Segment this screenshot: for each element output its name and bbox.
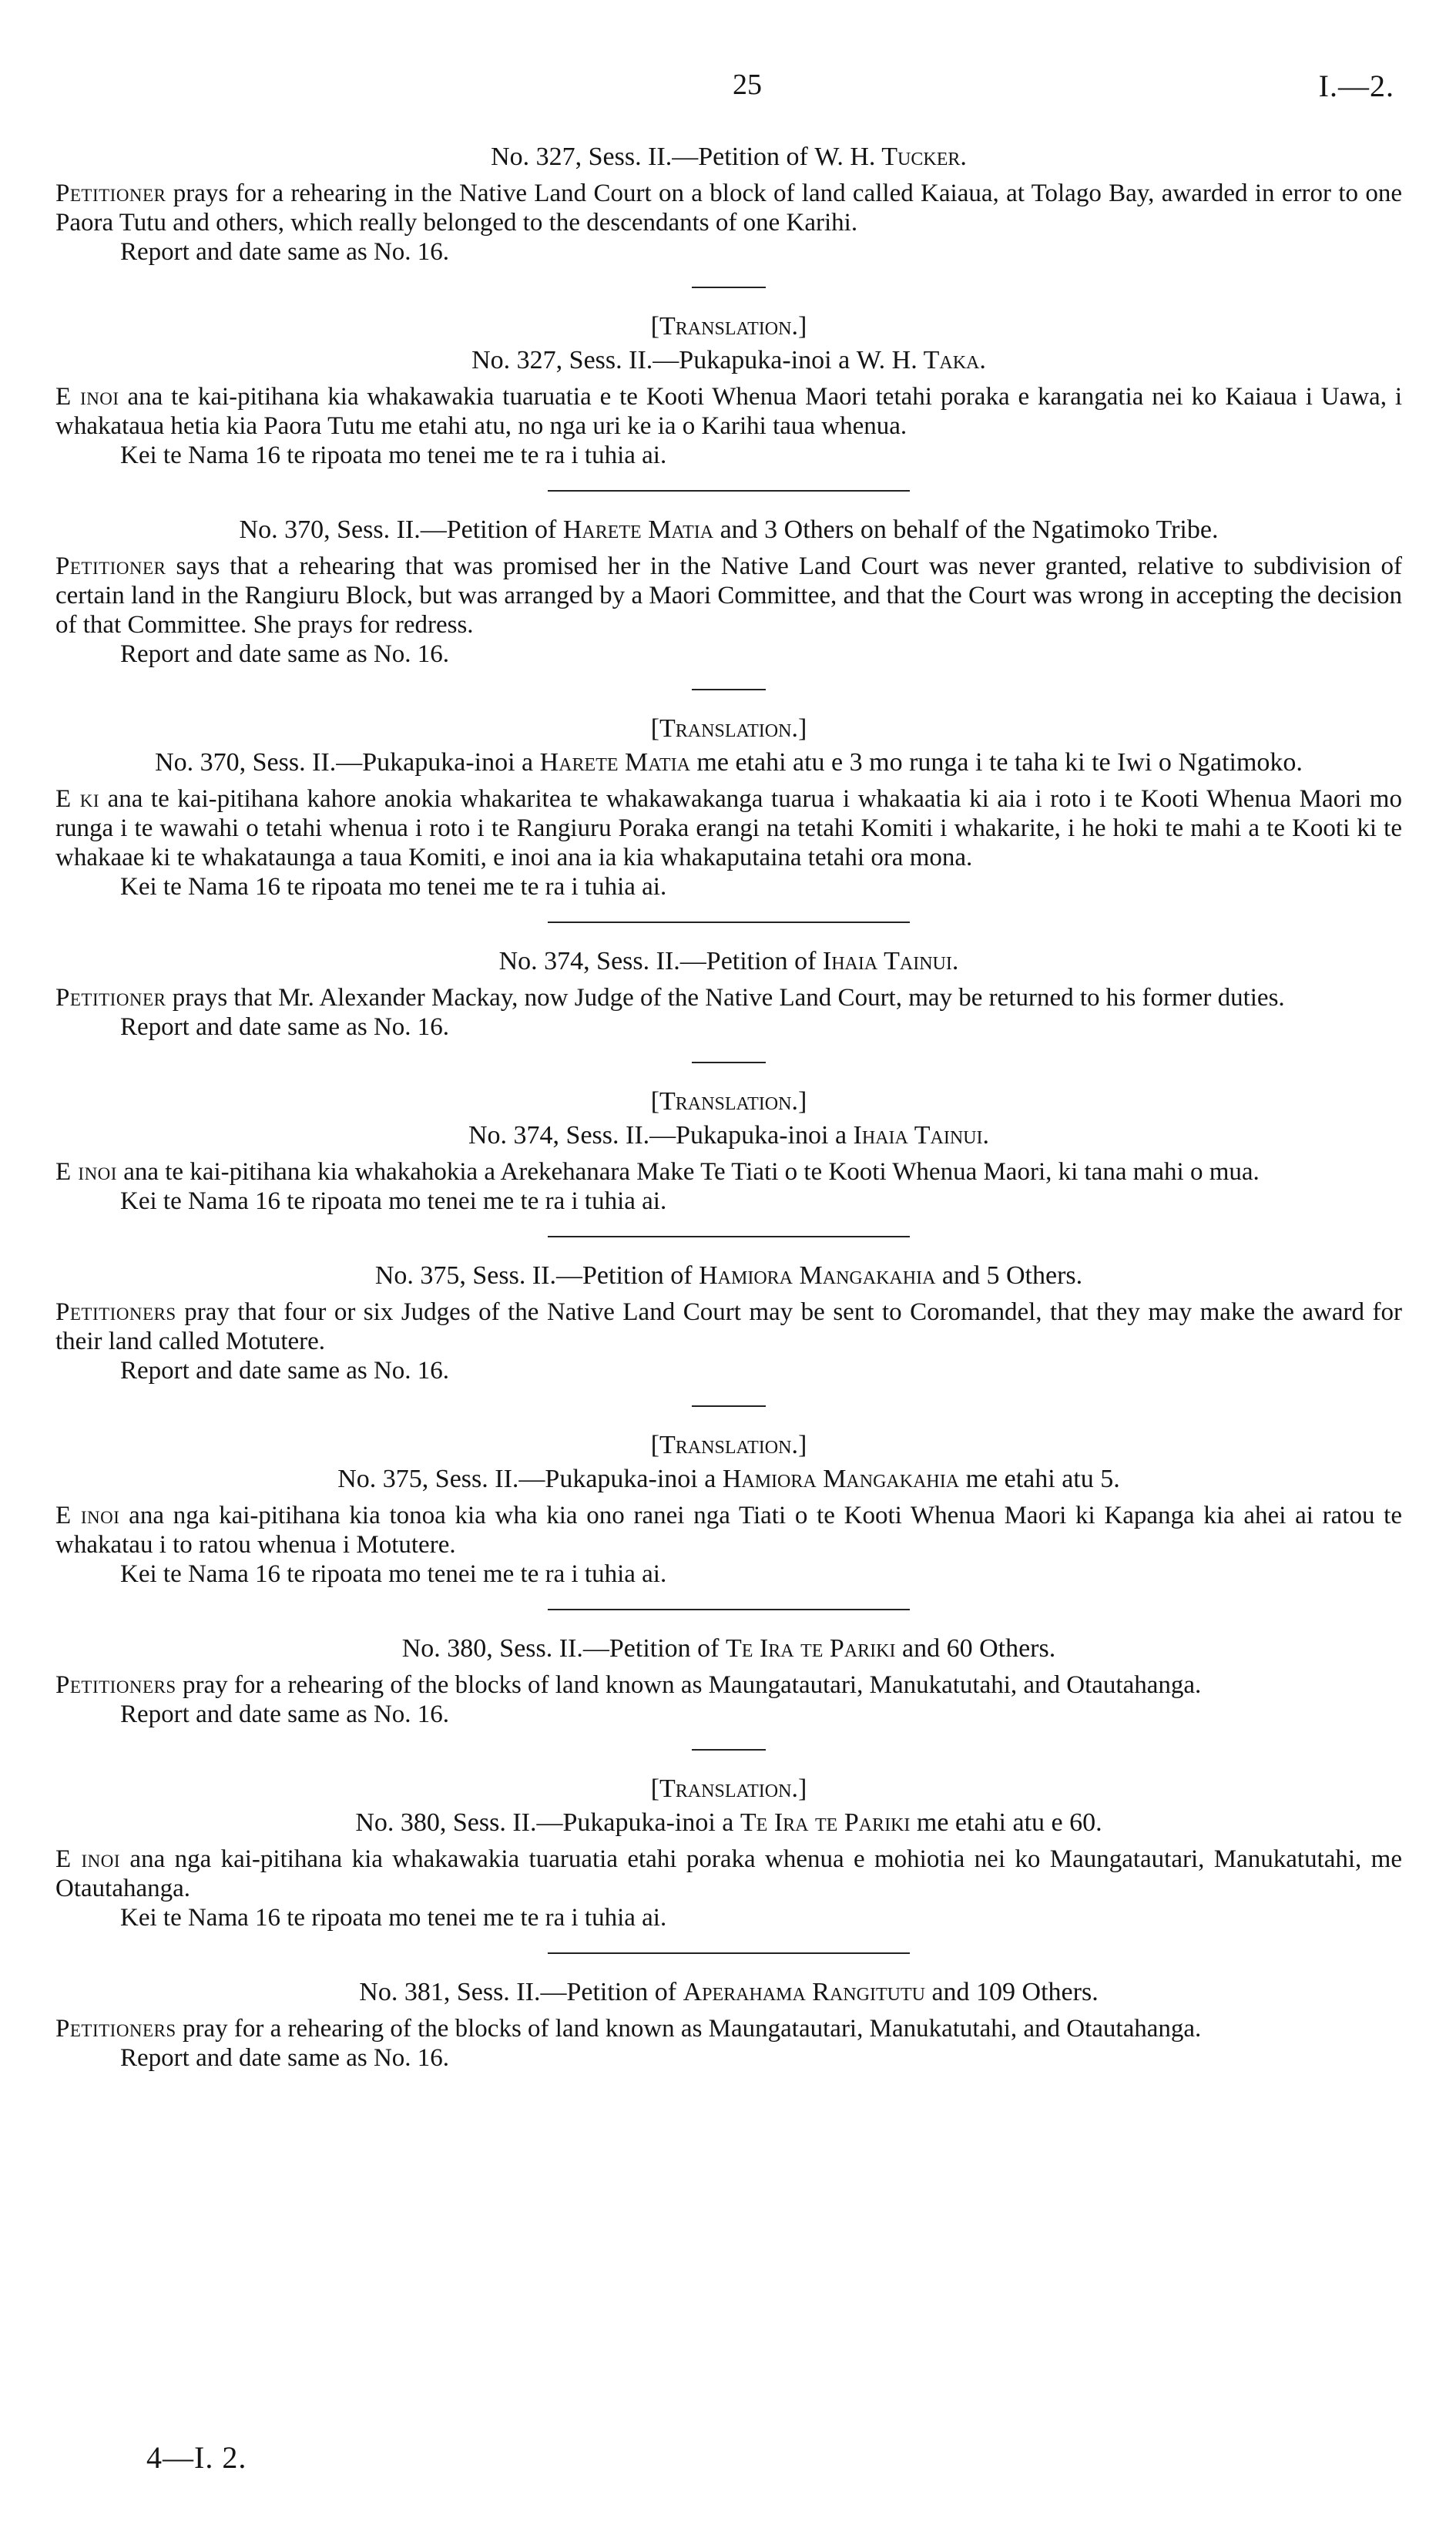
petition-heading: [55, 1120, 1402, 1151]
petitioner-name: Aperahama Rangitutu: [683, 1978, 925, 2006]
petition-lead: Petitioners: [55, 1298, 176, 1326]
petition-body: [55, 179, 1402, 237]
petition-text: prays that Mr. Alexander Mackay, now Judge of the Native Land Court, may be returned to his former duties.: [166, 984, 1285, 1012]
petition-text: ana te kai-pitihana kia whakahokia a Arekehanara Make Te Tiati o te Kooti Whenua Maori, ki tana mahi o mua.: [116, 1158, 1260, 1186]
petition-text: pray for a rehearing of the blocks of land known as Maungatautari, Manukatutahi, and Otautahanga.: [176, 1671, 1202, 1699]
page-number: 25: [733, 69, 762, 101]
petition-number: No. 375, Sess. II.—Pukapuka-inoi a: [337, 1465, 723, 1493]
petition-heading-suffix: me etahi atu 5.: [959, 1465, 1120, 1493]
petition-lead: E inoi: [55, 1502, 120, 1529]
translation-entry: [55, 713, 1402, 901]
long-divider: [548, 1609, 910, 1610]
petition-entry: [55, 1261, 1402, 1385]
petition-heading-suffix: me etahi atu e 3 mo runga i te taha ki te Iwi o Ngatimoko.: [689, 748, 1303, 777]
report-line: Report and date same as No. 16.: [120, 1700, 450, 1728]
petition-text: ana te kai-pitihana kahore anokia whakaritea te whakawakanga tuarua i whakaatia ki aia i roto i te Kooti Whenua Maori mo runga i te wawahi o tetahi whenua i roto i te Rangiuru Poraka erangi na tetahi Komiti i whakarite, i he hoki te mahi a te Kooti ki te whakaae ki te whakataunga a taua Komiti, e inoi ana ia kia whakaputaina tetahi ora mona.: [55, 785, 1402, 871]
petition-heading: [55, 946, 1402, 977]
petitioner-name: Ihaia Tainui.: [853, 1121, 989, 1150]
petitioner-name: Te Ira te Pariki: [740, 1808, 911, 1837]
petition-number: No. 375, Sess. II.—Petition of: [374, 1261, 699, 1290]
petition-body: [55, 1845, 1402, 1903]
petition-number: No. 370, Sess. II.—Petition of: [239, 515, 563, 544]
long-divider: [548, 1952, 910, 1954]
petition-heading: [55, 515, 1402, 546]
page-header: [0, 68, 1456, 114]
petition-number: No. 327, Sess. II.—Petition of: [491, 143, 815, 171]
petition-number: No. 380, Sess. II.—Pukapuka-inoi a: [355, 1808, 740, 1837]
report-line: Kei te Nama 16 te ripoata mo tenei me te ra i tuhia ai.: [120, 1560, 667, 1588]
petition-text: pray for a rehearing of the blocks of land known as Maungatautari, Manukatutahi, and Otautahanga.: [176, 2015, 1202, 2043]
petition-heading-suffix: me etahi atu e 60.: [910, 1808, 1102, 1837]
translation-label: [Translation.]: [650, 312, 807, 341]
petition-lead: E ki: [55, 785, 99, 813]
report-line: Report and date same as No. 16.: [120, 2044, 450, 2072]
report-line: Kei te Nama 16 te ripoata mo tenei me te ra i tuhia ai.: [120, 873, 667, 901]
petitioner-name: W. H. Taka.: [856, 346, 986, 374]
petition-lead: Petitioner: [55, 552, 166, 580]
petition-body: [55, 552, 1402, 640]
petition-heading-suffix: and 3 Others on behalf of the Ngatimoko Tribe.: [713, 515, 1219, 544]
petition-heading: [55, 747, 1402, 778]
document-code: I.—2.: [1318, 69, 1394, 103]
petition-text: prays for a rehearing in the Native Land Court on a block of land called Kaiaua, at Tolago Bay, awarded in error to one Paora Tutu and others, which really belonged to the descendants of one Karihi.: [55, 180, 1402, 237]
petition-number: No. 327, Sess. II.—Pukapuka-inoi a: [471, 346, 857, 374]
petition-text: ana nga kai-pitihana kia tonoa kia wha kia ono ranei nga Tiati o te Kooti Whenua Maori ki Kapanga kia ahei ai ratou te whakatau i to ratou whenua i Motutere.: [55, 1502, 1402, 1559]
translation-label: [Translation.]: [650, 1431, 807, 1459]
petition-body: [55, 1157, 1402, 1187]
petition-number: No. 380, Sess. II.—Petition of: [401, 1634, 726, 1663]
petition-number: No. 370, Sess. II.—Pukapuka-inoi a: [155, 748, 540, 777]
petition-number: No. 374, Sess. II.—Petition of: [498, 947, 823, 975]
petition-lead: Petitioners: [55, 1671, 176, 1699]
translation-entry: [55, 1774, 1402, 1932]
petitions-content: [55, 142, 1402, 2073]
long-divider: [548, 922, 910, 923]
petition-body: [55, 382, 1402, 441]
petition-entry: [55, 946, 1402, 1042]
petitioner-name: Ihaia Tainui.: [822, 947, 959, 975]
petition-heading: [55, 1808, 1402, 1838]
petition-body: [55, 2014, 1402, 2043]
petition-text: says that a rehearing that was promised her in the Native Land Court was never granted, relative to subdivision of certain land in the Rangiuru Block, but was arranged by a Maori Committee, and that the Court was wrong in accepting the decision of that Committee. She prays for redress.: [55, 552, 1402, 639]
report-line: Report and date same as No. 16.: [120, 238, 450, 266]
short-divider: [692, 287, 766, 288]
petition-entry: [55, 515, 1402, 669]
petitioner-name: Te Ira te Pariki: [726, 1634, 896, 1663]
petition-heading-suffix: and 5 Others.: [935, 1261, 1083, 1290]
translation-entry: [55, 1086, 1402, 1216]
petitioner-name: Hamiora Mangakahia: [699, 1261, 936, 1290]
petition-entry: [55, 142, 1402, 267]
short-divider: [692, 1405, 766, 1407]
petition-body: [55, 983, 1402, 1012]
petition-heading-suffix: and 109 Others.: [924, 1978, 1099, 2006]
short-divider: [692, 1062, 766, 1063]
petitioner-name: W. H. Tucker.: [814, 143, 967, 171]
signature-mark: 4—I. 2.: [146, 2440, 247, 2475]
petition-number: No. 374, Sess. II.—Pukapuka-inoi a: [468, 1121, 854, 1150]
petition-heading: [55, 1261, 1402, 1291]
petitioner-name: Harete Matia: [539, 748, 690, 777]
long-divider: [548, 1236, 910, 1237]
petitioner-name: Hamiora Mangakahia: [722, 1465, 960, 1493]
petition-lead: Petitioner: [55, 984, 166, 1012]
translation-entry: [55, 1430, 1402, 1589]
petition-text: ana te kai-pitihana kia whakawakia tuaruatia e te Kooti Whenua Maori tetahi poraka e karangatia nei ko Kaiaua i Uawa, i whakataua hetia kia Paora Tutu me etahi atu, no nga uri ke ia o Karihi taua whenua.: [55, 383, 1402, 440]
translation-entry: [55, 311, 1402, 470]
petition-entry: [55, 1977, 1402, 2073]
long-divider: [548, 490, 910, 492]
short-divider: [692, 1749, 766, 1751]
petition-number: No. 381, Sess. II.—Petition of: [359, 1978, 683, 2006]
petition-heading: [55, 1464, 1402, 1495]
petition-text: ana nga kai-pitihana kia whakawakia tuaruatia etahi poraka whenua e mohiotia nei ko Maungatautari, Manukatutahi, me Otautahanga.: [55, 1845, 1402, 1902]
report-line: Kei te Nama 16 te ripoata mo tenei me te ra i tuhia ai.: [120, 1904, 667, 1932]
petition-heading: [55, 345, 1402, 376]
petition-heading: [55, 142, 1402, 173]
report-line: Report and date same as No. 16.: [120, 640, 450, 668]
translation-label: [Translation.]: [650, 1087, 807, 1116]
petition-body: [55, 1501, 1402, 1559]
petition-heading-suffix: and 60 Others.: [895, 1634, 1056, 1663]
petition-lead: Petitioners: [55, 2015, 176, 2043]
report-line: Report and date same as No. 16.: [120, 1357, 450, 1385]
translation-label: [Translation.]: [650, 1774, 807, 1803]
petition-lead: E inoi: [55, 1845, 121, 1873]
petition-text: pray that four or six Judges of the Native Land Court may be sent to Coromandel, that they may make the award for their land called Motutere.: [55, 1298, 1402, 1355]
petition-body: [55, 1298, 1402, 1356]
petition-lead: E inoi: [55, 383, 119, 411]
petitioner-name: Harete Matia: [562, 515, 714, 544]
petition-body: [55, 784, 1402, 872]
petition-heading: [55, 1633, 1402, 1664]
short-divider: [692, 689, 766, 690]
report-line: Report and date same as No. 16.: [120, 1013, 450, 1041]
report-line: Kei te Nama 16 te ripoata mo tenei me te ra i tuhia ai.: [120, 1187, 667, 1215]
petition-lead: Petitioner: [55, 180, 166, 207]
translation-label: [Translation.]: [650, 714, 807, 743]
petition-entry: [55, 1633, 1402, 1729]
report-line: Kei te Nama 16 te ripoata mo tenei me te ra i tuhia ai.: [120, 441, 667, 469]
petition-body: [55, 1670, 1402, 1700]
petition-heading: [55, 1977, 1402, 2008]
petition-lead: E inoi: [55, 1158, 117, 1186]
